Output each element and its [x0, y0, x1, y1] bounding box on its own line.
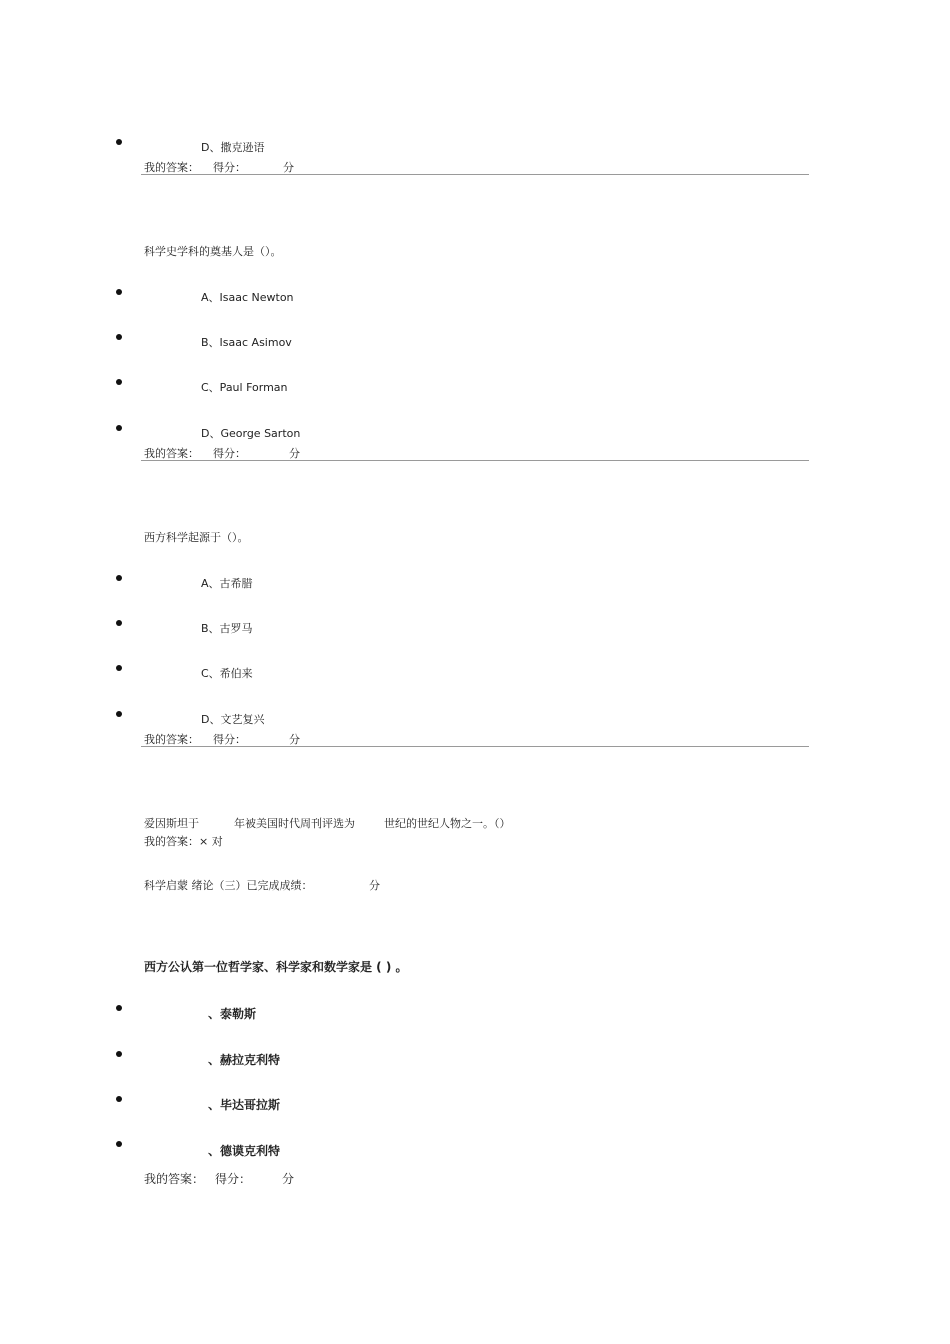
my-answer-label: 我的答案：	[144, 447, 199, 460]
score-label: 得分：	[213, 447, 246, 460]
bullet	[116, 711, 122, 717]
section-score-unit: 分	[369, 879, 380, 892]
score-unit: 分	[289, 733, 300, 746]
score-unit: 分	[282, 1172, 295, 1186]
option-a[interactable]: A、古希腊	[201, 577, 253, 590]
option-d[interactable]: D、文艺复兴	[201, 713, 265, 726]
bullet	[116, 1096, 122, 1102]
bullet	[116, 289, 122, 295]
option-c[interactable]: C、希伯来	[201, 667, 253, 680]
question-text-part1: 爱因斯坦于	[144, 817, 199, 830]
option-a[interactable]: A、Isaac Newton	[201, 291, 294, 304]
my-answer: 我的答案：× 对	[144, 835, 223, 848]
bullet	[116, 379, 122, 385]
divider	[141, 174, 809, 175]
my-answer-label: 我的答案：	[144, 733, 199, 746]
question-text: 西方公认第一位哲学家、科学家和数学家是 ( ) 。	[144, 960, 408, 974]
bullet	[116, 139, 122, 145]
option-c[interactable]: 、毕达哥拉斯	[208, 1098, 281, 1112]
bullet	[116, 575, 122, 581]
bullet	[116, 620, 122, 626]
score-label: 得分：	[213, 161, 246, 174]
divider	[141, 460, 809, 461]
option-b[interactable]: 、赫拉克利特	[208, 1053, 281, 1067]
divider	[141, 746, 809, 747]
option-b[interactable]: B、Isaac Asimov	[201, 336, 292, 349]
bullet	[116, 1005, 122, 1011]
section-title: 科学启蒙 绪论（三）已完成成绩：	[144, 879, 313, 892]
score-unit: 分	[289, 447, 300, 460]
score-unit: 分	[283, 161, 294, 174]
option-a[interactable]: 、泰勒斯	[208, 1007, 257, 1021]
bullet	[116, 1141, 122, 1147]
option-c[interactable]: C、Paul Forman	[201, 381, 288, 394]
option-b[interactable]: B、古罗马	[201, 622, 253, 635]
question-text: 西方科学起源于（）。	[144, 531, 249, 544]
option-d[interactable]: D、George Sarton	[201, 427, 301, 440]
bullet	[116, 334, 122, 340]
question-text-part2: 年被美国时代周刊评选为	[234, 817, 355, 830]
score-label: 得分：	[215, 1172, 252, 1186]
my-answer-label: 我的答案：	[144, 161, 199, 174]
question-text: 科学史学科的奠基人是（）。	[144, 245, 282, 258]
bullet	[116, 1051, 122, 1057]
my-answer-label: 我的答案：	[144, 1172, 205, 1186]
score-label: 得分：	[213, 733, 246, 746]
option-d[interactable]: 、德谟克利特	[208, 1144, 281, 1158]
question-text-part3: 世纪的世纪人物之一。（）	[384, 817, 511, 830]
option-d[interactable]: D、撒克逊语	[201, 141, 265, 154]
bullet	[116, 665, 122, 671]
bullet	[116, 425, 122, 431]
